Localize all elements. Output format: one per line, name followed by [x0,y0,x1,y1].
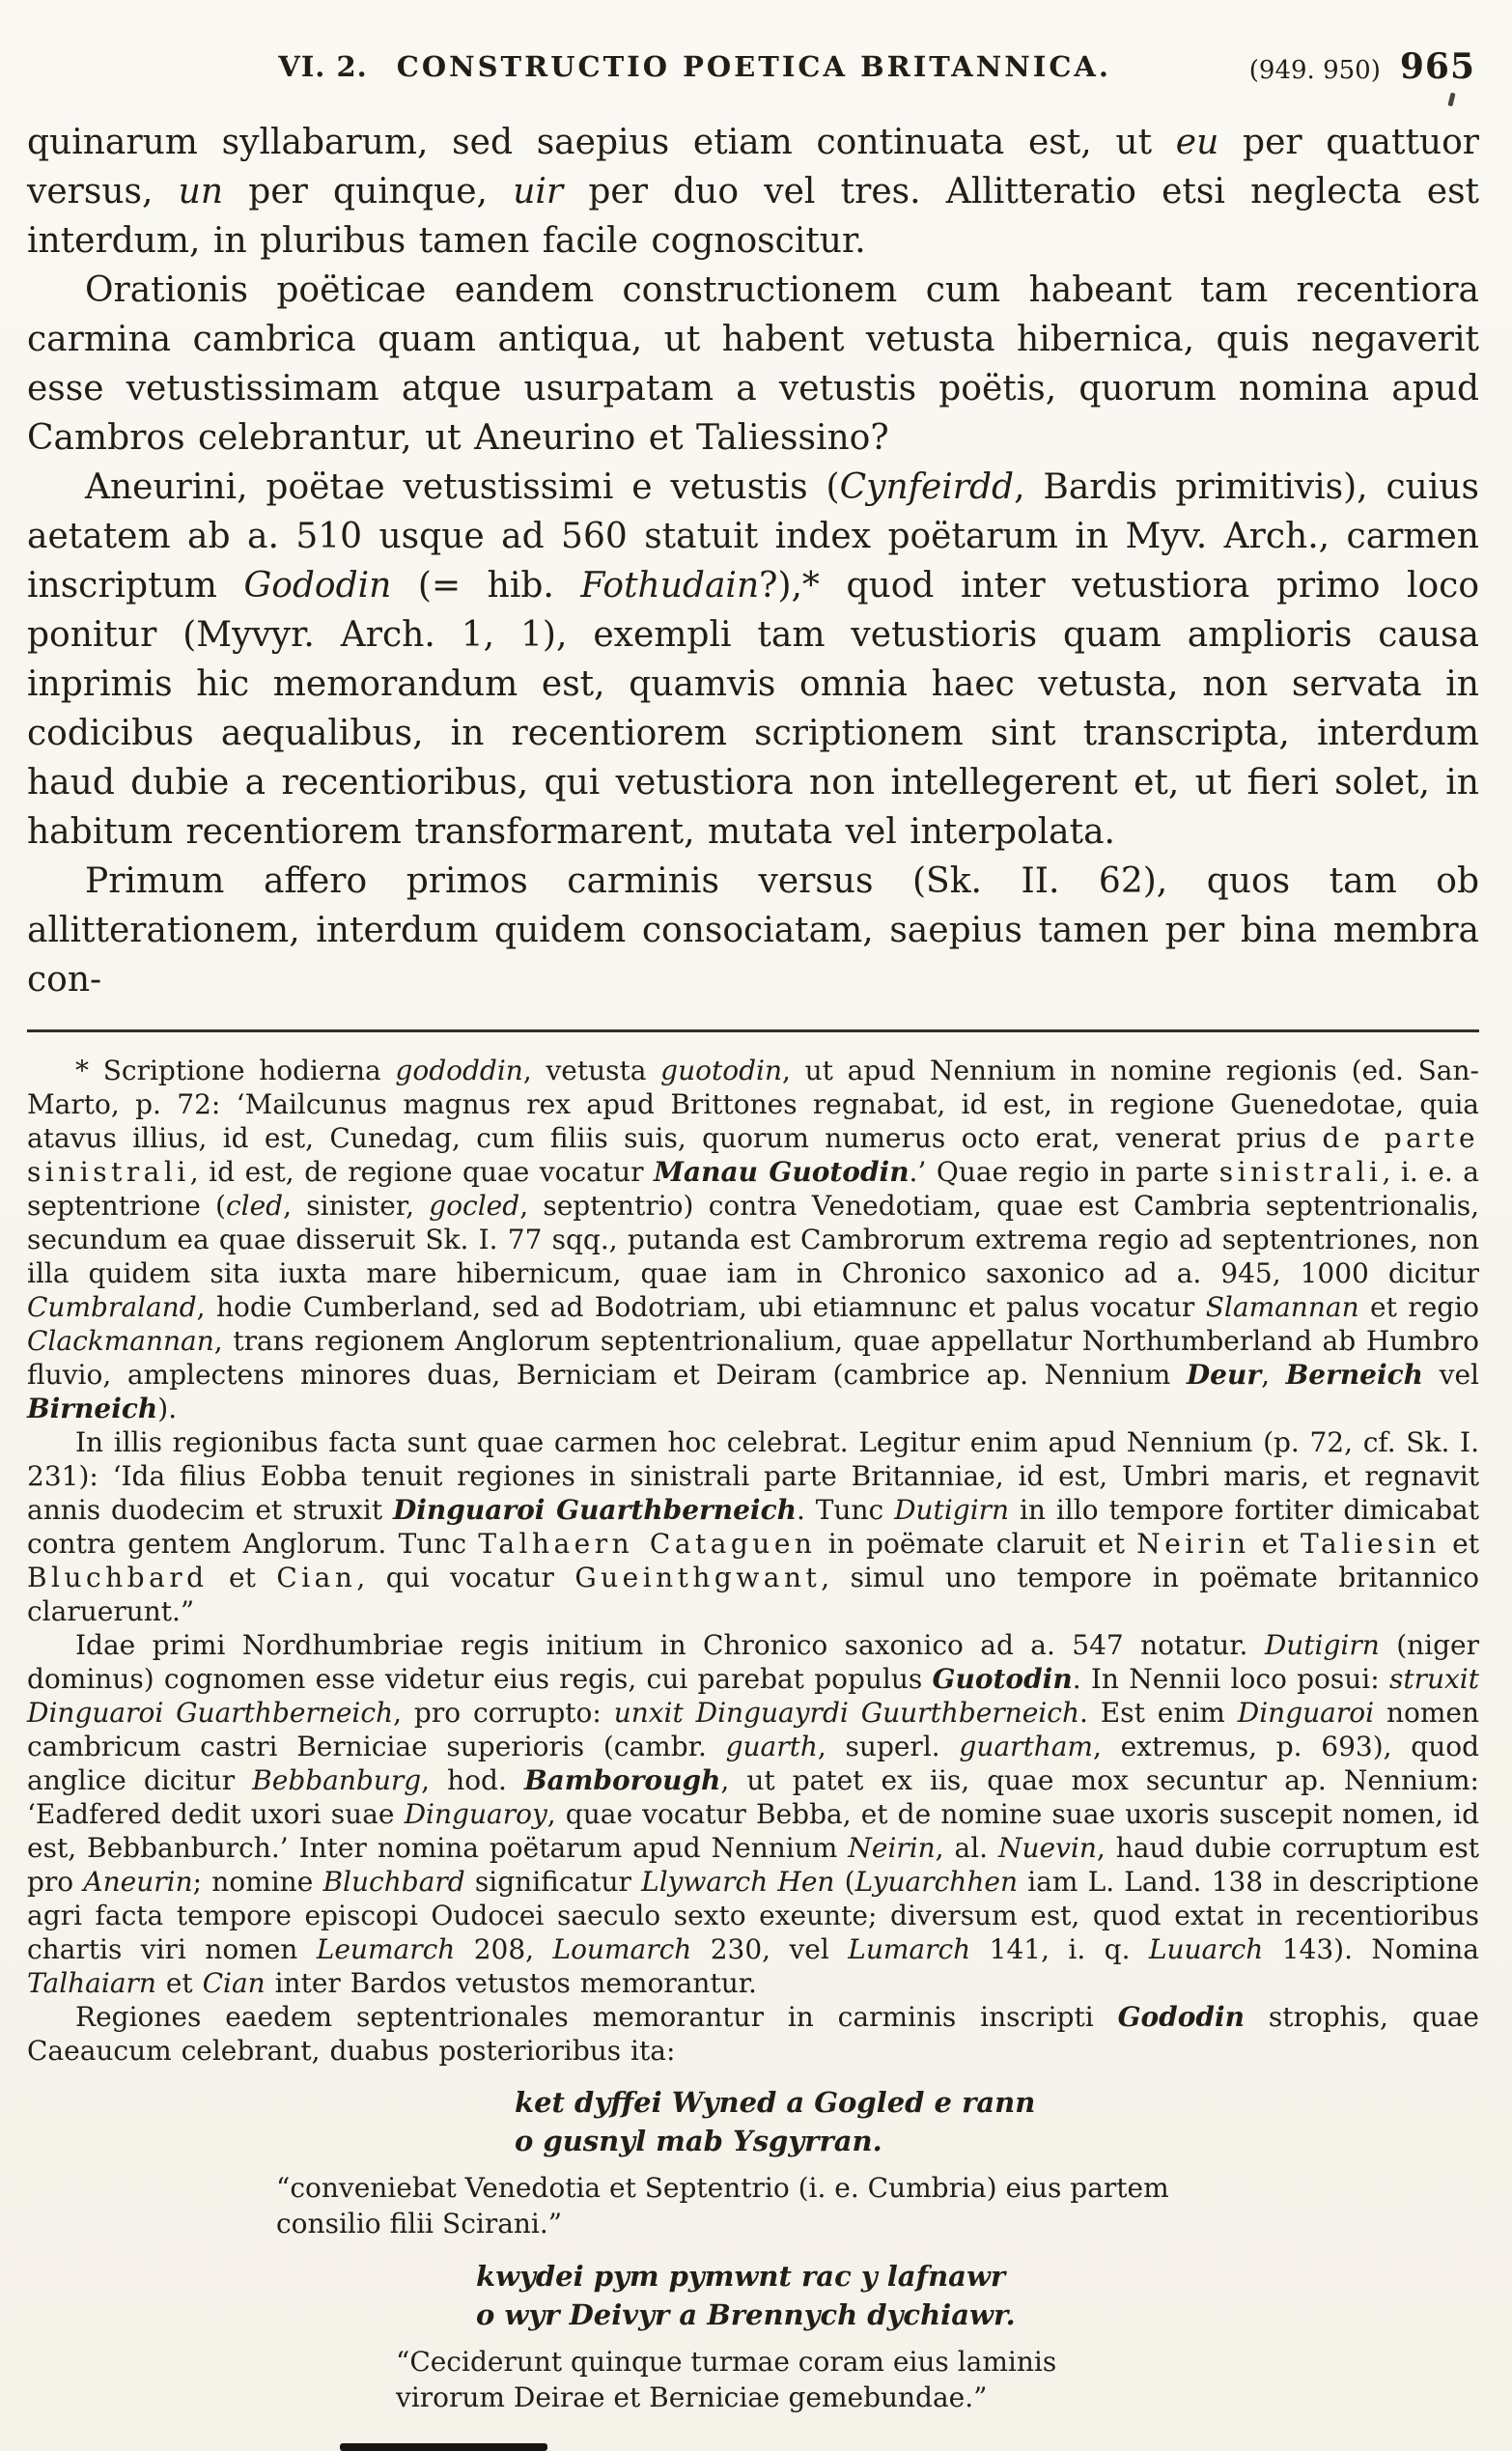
page-header [27,44,1479,91]
translation-line: virorum Deirae et Berniciae gemebundae.” [396,2381,988,2413]
main-paragraph: Orationis poëticae eandem constructionem cum habeant tam recentiora carmina cambrica quam antiqua, ut habent vetusta hibernica, quis negaverit esse vetustissimam atque usurpatam a vetustis poëtis, quorum nomina apud Cambros celebrantur, ut Aneurino et Taliessino? [27,270,1479,458]
scan-artifact [1447,93,1455,107]
footnote-paragraph: In illis regionibus facta sunt quae carmen hoc celebrat. Legitur enim apud Nennium (p. 72, cf. Sk. I. 231): ‘Ida filius Eobba tenuit regiones in sinistrali parte Britanniae, id est, Umbri maris, et regnavit annis duodecim et struxit Dinguaroi Guarthberneich. Tunc Dutigirn in illo tempore fortiter dimicabat contra gentem Anglorum. Tunc Talhaern Cataguen in poëmate claruit et Neirin et Taliesin et Bluchbard et Cian, qui vocatur Gueinthgwant, simul uno tempore in poëmate britannico claruerunt.” [27,1426,1480,1627]
translation-line: consilio filii Scirani.” [276,2208,563,2240]
verse-line: o gusnyl mab Ysgyrran. [515,2125,882,2157]
column-numbers: (949. 950) [1248,56,1381,85]
verse-line: ket dyffei Wyned a Gogled e rann [515,2086,1036,2119]
header-pagination [1249,46,1475,87]
page-number: 965 [1399,46,1475,87]
main-text [27,118,1479,1004]
footnote-paragraph: * Scriptione hodierna gododdin, vetusta guotodin, ut apud Nennium in nomine regionis (ed. San-Marto, p. 72: ‘Mailcunus magnus rex apud Brittones regnabat, id est, in regione Guenedotae, quia atavus illius, id est, Cunedag, cum filiis suis, quorum numerus octo erat, venerat prius de parte sinistrali, id est, de regione quae vocatur Manau Guotodin.’ Quae regio in parte sinistrali, i. e. a septentrione (cled, sinister, gocled, septentrio) contra Venedotiam, quae est Cambria septentrionalis, secundum ea quae disseruit Sk. I. 77 sqq., putanda est Cambrorum extrema regio ad septentriones, non illa quidem sita iuxta mare hibernicum, quae iam in Chronico saxonico ad a. 945, 1000 dicitur Cumbraland, hodie Cumberland, sed ad Bodotriam, ubi etiamnunc et palus vocatur Slamannan et regio Clackmannan, trans regionem Anglorum septentrionalium, quae appellatur Northumberland ab Humbro fluvio, amplectens minores duas, Berniciam et Deiram (cambrice ap. Nennium Deur, Berneich vel Birneich). [27,1055,1480,1424]
verse-translation [276,2170,1479,2241]
verse-quote [476,2257,1479,2334]
main-paragraph: Primum affero primos carminis versus (Sk. II. 62), quos tam ob allitterationem, interdum quidem consociatam, saepius tamen per bina membra con- [27,861,1479,1000]
verse-line: kwydei pym pymwnt rac y lafnawr [476,2260,1006,2293]
running-title: CONSTRUCTIO POETICA BRITANNICA. [396,50,1112,83]
footnotes-section [27,1054,1479,2415]
footnote-paragraph: Regiones eaedem septentrionales memorantur in carminis inscripti Gododin strophis, quae Caeaucum celebrant, duabus posterioribus ita: [27,2001,1479,2067]
verse-line: o wyr Deivyr a Brennych dychiawr. [476,2298,1016,2331]
verse-translation [396,2344,1479,2415]
chapter-number: VI. 2. [278,50,368,83]
footnote-paragraph: Idae primi Nordhumbriae regis initium in Chronico saxonico ad a. 547 notatur. Dutigirn (niger dominus) cognomen esse videtur eius regis, cui parebat populus Guotodin. In Nennii loco posui: struxit Dinguaroi Guarthberneich, pro corrupto: unxit Dinguayrdi Guurthberneich. Est enim Dinguaroi nomen cambricum castri Berniciae superioris (cambr. guarth, superl. guartham, extremus, p. 693), quod anglice dicitur Bebbanburg, hod. Bamborough, ut patet ex iis, quae mox secuntur ap. Nennium: ‘Eadfered dedit uxori suae Dinguaroy, quae vocatur Bebba, et de nomine suae uxoris suscepit nomen, id est, Bebbanburch.’ Inter nomina poëtarum apud Nennium Neirin, al. Nuevin, haud dubie corruptum est pro Aneurin; nomine Bluchbard significatur Llywarch Hen (Lyuarchhen iam L. Land. 138 in descriptione agri facta tempore episcopi Oudocei saeculo sexto exeunte; diversum est, quod extat in recentioribus chartis viri nomen Leumarch 208, Loumarch 230, vel Lumarch 141, i. q. Luuarch 143). Nomina Talhaiarn et Cian inter Bardos vetustos memorantur. [27,1629,1480,1999]
scan-artifact [340,2443,547,2451]
translation-line: “conveniebat Venedotia et Septentrio (i. e. Cumbria) eius partem [276,2172,1169,2204]
verse-quote [515,2083,1479,2160]
footnote-separator [27,1029,1479,1032]
running-head [278,50,1111,83]
main-paragraph: Aneurini, poëtae vetustissimi e vetustis (Cynfeirdd, Bardis primitivis), cuius aetatem ab a. 510 usque ad 560 statuit index poëtarum in Myv. Arch., carmen inscriptum Gododin (= hib. Fothudain?),* quod inter vetustiora primo loco ponitur (Myvyr. Arch. 1, 1), exempli tam vetustioris quam amplioris causa inprimis hic memorandum est, quamvis omnia haec vetusta, non servata in codicibus aequalibus, in recentiorem scriptionem sint transcripta, interdum haud dubie a recentioribus, qui vetustiora non intellegerent et, ut fieri solet, in habitum recentiorem transformarent, mutata vel interpolata. [27,467,1480,852]
translation-line: “Ceciderunt quinque turmae coram eius laminis [396,2346,1057,2378]
main-paragraph: quinarum syllabarum, sed saepius etiam continuata est, ut eu per quattuor versus, un per quinque, uir per duo vel tres. Allitteratio etsi neglecta est interdum, in pluribus tamen facile cognoscitur. [27,123,1480,261]
